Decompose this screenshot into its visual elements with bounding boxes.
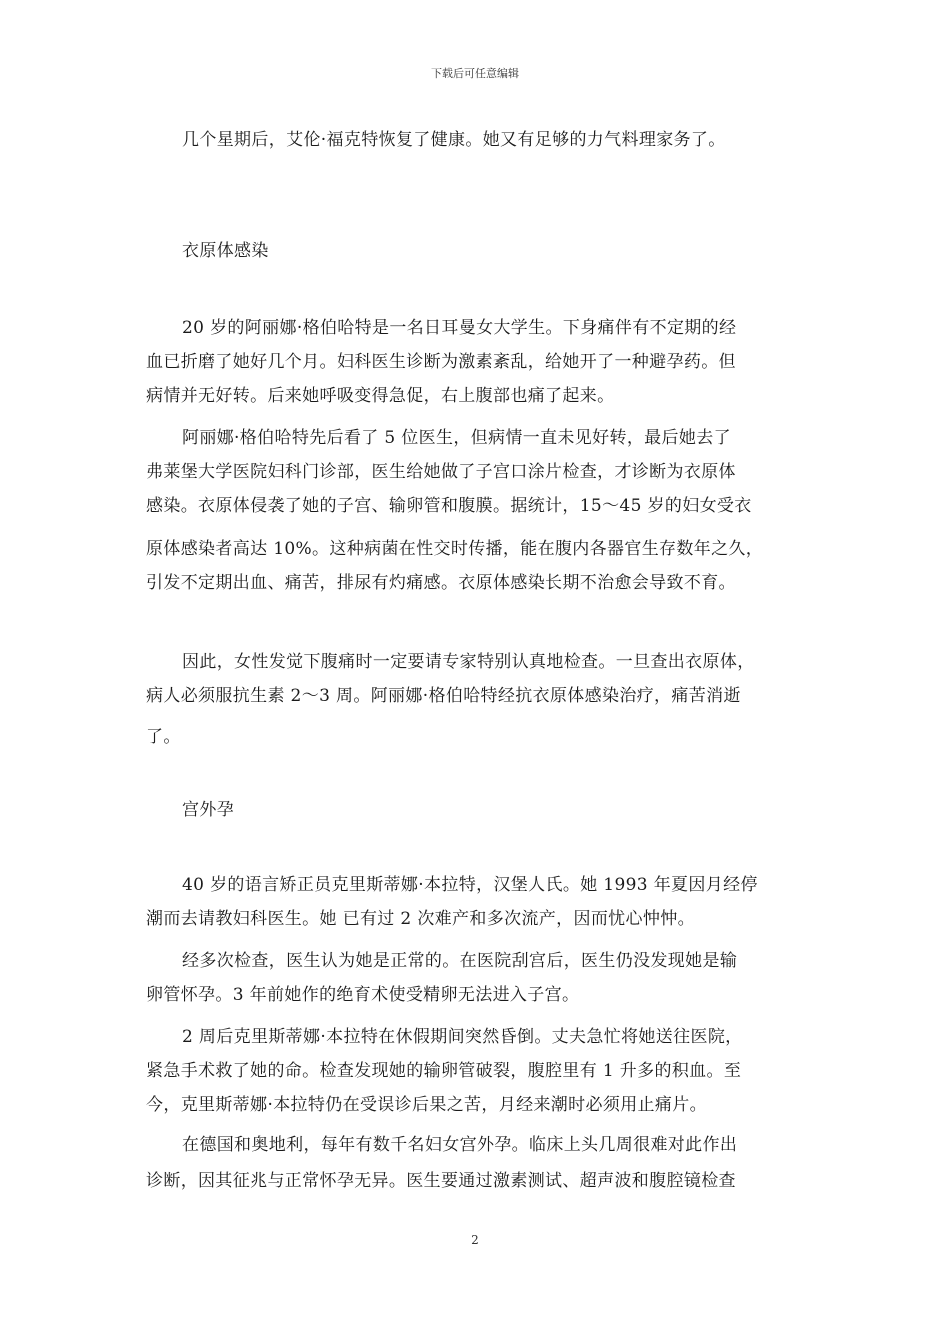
page-header: 下载后可任意编辑 xyxy=(431,67,519,80)
paragraph-line: 紧急手术救了她的命。检查发现她的输卵管破裂，腹腔里有 1 升多的积血。至 xyxy=(146,1061,742,1081)
paragraph-line: 在德国和奥地利，每年有数千名妇女宫外孕。临床上头几周很难对此作出 xyxy=(182,1135,738,1155)
paragraph-line: 潮而去请教妇科医生。她 已有过 2 次难产和多次流产，因而忧心忡忡。 xyxy=(146,909,695,929)
paragraph-line: 血已折磨了她好几个月。妇科医生诊断为激素紊乱，给她开了一种避孕药。但 xyxy=(146,352,736,372)
paragraph-line: 2 周后克里斯蒂娜·本拉特在休假期间突然昏倒。丈夫急忙将她送往医院， xyxy=(182,1027,743,1047)
section-heading-chlamydia: 衣原体感染 xyxy=(182,241,269,261)
paragraph-line: 了。 xyxy=(146,727,181,747)
paragraph-line: 病人必须服抗生素 2～3 周。阿丽娜·格伯哈特经抗衣原体感染治疗，痛苦消逝 xyxy=(146,686,741,706)
paragraph-line: 诊断，因其征兆与正常怀孕无异。医生要通过激素测试、超声波和腹腔镜检查 xyxy=(146,1171,736,1191)
paragraph-line: 经多次检查，医生认为她是正常的。在医院刮宫后，医生仍没发现她是输 xyxy=(182,951,738,971)
paragraph-line: 原体感染者高达 10%。这种病菌在性交时传播，能在腹内各器官生存数年之久， xyxy=(146,539,764,559)
section-heading-ectopic-pregnancy: 宫外孕 xyxy=(182,800,235,820)
paragraph-line: 弗莱堡大学医院妇科门诊部，医生给她做了子宫口涂片检查，才诊断为衣原体 xyxy=(146,462,736,482)
paragraph-line: 因此，女性发觉下腹痛时一定要请专家特别认真地检查。一旦查出衣原体， xyxy=(182,652,755,672)
paragraph-line: 20 岁的阿丽娜·格伯哈特是一名日耳曼女大学生。下身痛伴有不定期的经 xyxy=(182,318,737,338)
paragraph-line: 40 岁的语言矫正员克里斯蒂娜·本拉特，汉堡人氏。她 1993 年夏因月经停 xyxy=(182,875,758,895)
paragraph-line: 今，克里斯蒂娜·本拉特仍在受误诊后果之苦，月经来潮时必须用止痛片。 xyxy=(146,1095,707,1115)
paragraph-recovery: 几个星期后，艾伦·福克特恢复了健康。她又有足够的力气料理家务了。 xyxy=(182,130,726,150)
paragraph-line: 引发不定期出血、痛苦，排尿有灼痛感。衣原体感染长期不治愈会导致不育。 xyxy=(146,573,736,593)
paragraph-line: 阿丽娜·格伯哈特先后看了 5 位医生，但病情一直未见好转，最后她去了 xyxy=(182,428,731,448)
paragraph-line: 卵管怀孕。3 年前她作的绝育术使受精卵无法进入子宫。 xyxy=(146,985,580,1005)
paragraph-line: 病情并无好转。后来她呼吸变得急促，右上腹部也痛了起来。 xyxy=(146,386,615,406)
page-number: 2 xyxy=(471,1233,479,1247)
paragraph-line: 感染。衣原体侵袭了她的子宫、输卵管和腹膜。据统计，15～45 岁的妇女受衣 xyxy=(146,496,752,516)
